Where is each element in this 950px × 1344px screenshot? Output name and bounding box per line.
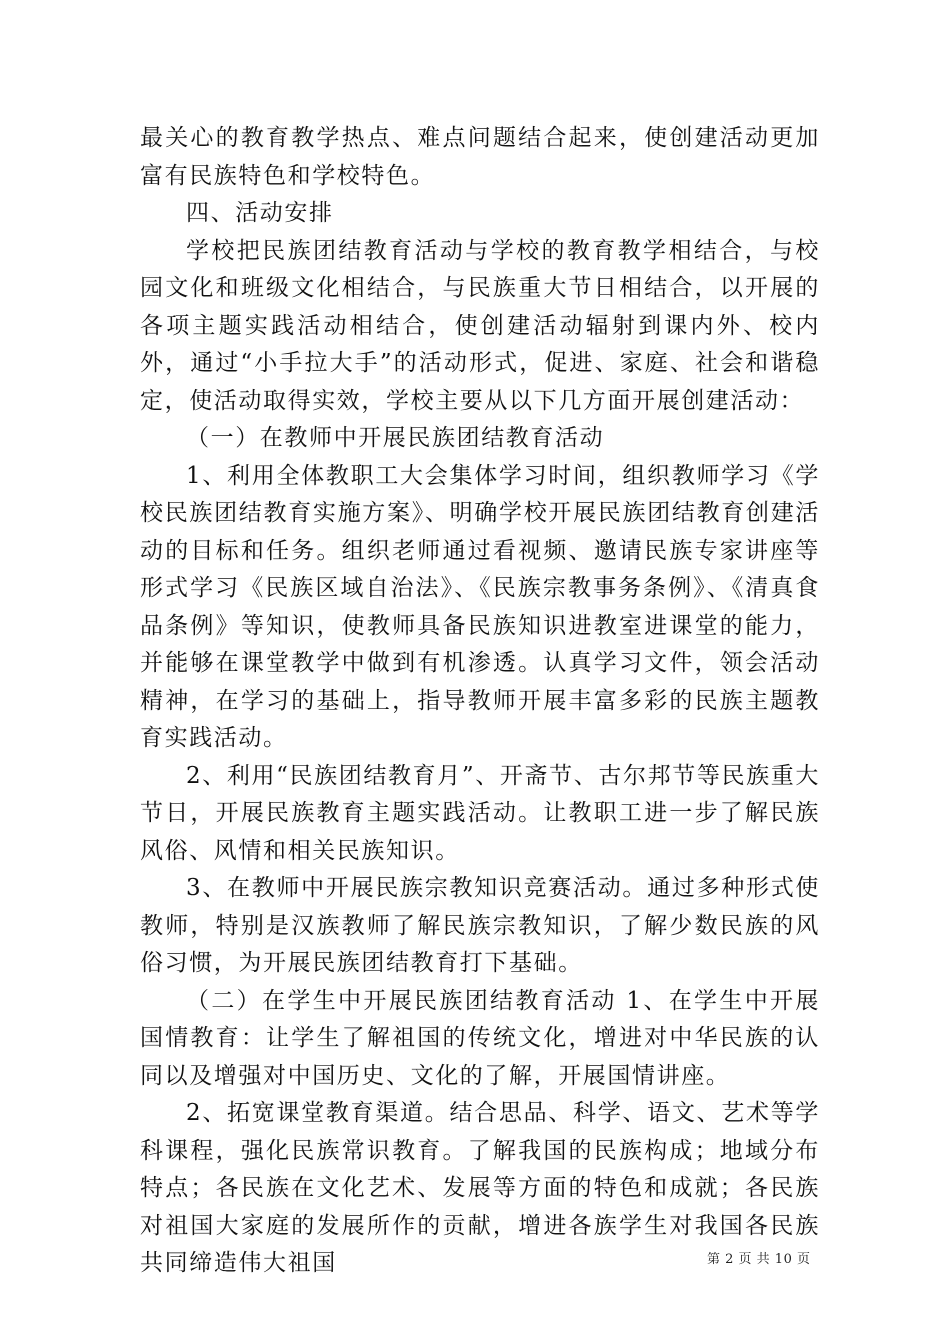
document-body bbox=[140, 120, 820, 1283]
page-number-footer: 第 2 页 共 10 页 bbox=[707, 1252, 811, 1267]
subsection-heading-teachers: （一）在教师中开展民族团结教育活动 bbox=[186, 425, 605, 451]
paragraph-teacher-item-3: 3、在教师中开展民族宗教知识竞赛活动。通过多种形式使教师，特别是汉族教师了解民族宗教知识，了解少数民族的风俗习惯，为开展民族团结教育打下基础。 bbox=[140, 875, 820, 976]
paragraph-continuation: 最关心的教育教学热点、难点问题结合起来，使创建活动更加富有民族特色和学校特色。 bbox=[140, 125, 820, 189]
paragraph-student-item-2: 2、拓宽课堂教育渠道。结合思品、科学、语文、艺术等学科课程，强化民族常识教育。了解我国的民族构成；地域分布特点；各民族在文化艺术、发展等方面的特色和成就；各民族对祖国大家庭的发展所作的贡献，增进各族学生对我国各民族共同缔造伟大祖国 bbox=[140, 1100, 820, 1276]
paragraph-teacher-item-2: 2、利用“民族团结教育月”、开斋节、古尔邦节等民族重大节日，开展民族教育主题实践活动。让教职工进一步了解民族风俗、风情和相关民族知识。 bbox=[140, 762, 820, 864]
paragraph-teacher-item-1: 1、利用全体教职工大会集体学习时间，组织教师学习《学校民族团结教育实施方案》、明确学校开展民族团结教育创建活动的目标和任务。组织老师通过看视频、邀请民族专家讲座等形式学习《民族区域自治法》、《民族宗教事务条例》、《清真食品条例》等知识，使教师具备民族知识进教室进课堂的能力，并能够在课堂教学中做到有机渗透。认真学习文件，领会活动精神，在学习的基础上，指导教师开展丰富多彩的民族主题教育实践活动。 bbox=[140, 462, 820, 751]
subsection-heading-students: （二）在学生中开展民族团结教育活动 1、在学生中开展国情教育：让学生了解祖国的传统文化，增进对中华民族的认同以及增强对中国历史、文化的了解，开展国情讲座。 bbox=[140, 987, 820, 1089]
paragraph-activity-intro: 学校把民族团结教育活动与学校的教育教学相结合，与校园文化和班级文化相结合，与民族重大节日相结合，以开展的各项主题实践活动相结合，使创建活动辐射到课内外、校内外，通过“小手拉大手”的活动形式，促进、家庭、社会和谐稳定，使活动取得实效，学校主要从以下几方面开展创建活动： bbox=[140, 237, 820, 414]
section-heading-activity-arrangement: 四、活动安排 bbox=[186, 200, 334, 226]
